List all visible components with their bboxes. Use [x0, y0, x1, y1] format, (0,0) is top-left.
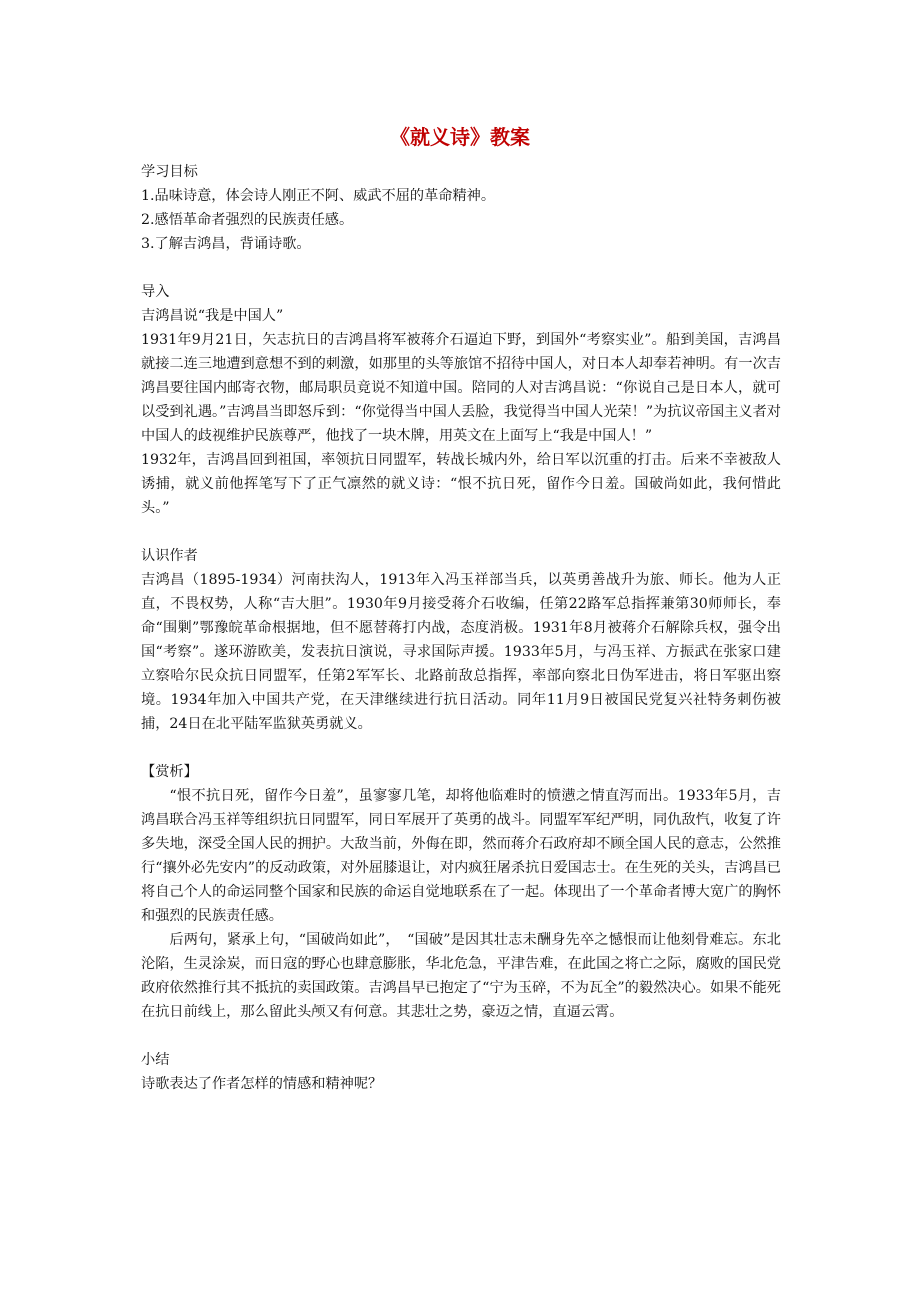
objective-item-3: 3.了解吉鸿昌，背诵诗歌。: [141, 236, 311, 252]
summary-section: [141, 1048, 781, 1096]
intro-subheading: 吉鸿昌说“我是中国人”: [141, 308, 284, 324]
document-title: 《就义诗》教案: [390, 125, 530, 149]
spacer: [141, 520, 781, 544]
spacer: [141, 1024, 781, 1048]
document-body: [141, 160, 781, 1096]
intro-section: [141, 280, 781, 520]
spacer: [141, 736, 781, 760]
intro-paragraph-2: 1932年，吉鸿昌回到祖国，率领抗日同盟军，转战长城内外，给日军以沉重的打击。后来不幸被敌人诱捕，就义前他挥笔写下了正气凛然的就义诗：“恨不抗日死，留作今日羞。国破尚如此，我何惜此头。”: [141, 452, 781, 516]
summary-heading: 小结: [141, 1052, 170, 1068]
spacer: [141, 256, 781, 280]
summary-question: 诗歌表达了作者怎样的情感和精神呢？: [141, 1076, 383, 1092]
author-section: [141, 544, 781, 736]
objectives-heading: 学习目标: [141, 164, 198, 180]
appreciation-paragraph-1: “恨不抗日死，留作今日羞”，虽寥寥几笔，却将他临难时的愤懑之情直泻而出。1933年5月，吉鸿昌联合冯玉祥等组织抗日同盟军，同日军展开了英勇的战斗。同盟军军纪严明，同仇敌忾，收复了许多失地，深受全国人民的拥护。大敌当前，外侮在即，然而蒋介石政府却不顾全国人民的意志，公然推行“攘外必先安内”的反动政策，对外屈膝退让，对内疯狂屠杀抗日爱国志士。在生死的关头，吉鸿昌已将自己个人的命运同整个国家和民族的命运自觉地联系在了一起。体现出了一个革命者博大宽广的胸怀和强烈的民族责任感。: [141, 788, 781, 924]
appreciation-section: [141, 760, 781, 1024]
objective-item-2: 2.感悟革命者强烈的民族责任感。: [141, 212, 354, 228]
intro-heading: 导入: [141, 284, 170, 300]
objective-item-1: 1.品味诗意，体会诗人刚正不阿、威武不屈的革命精神。: [141, 188, 496, 204]
intro-paragraph-1: 1931年9月21日，矢志抗日的吉鸿昌将军被蒋介石逼迫下野，到国外“考察实业”。船到美国，吉鸿昌就接二连三地遭到意想不到的刺激，如那里的头等旅馆不招待中国人，对日本人却奉若神明。有一次吉鸿昌要往国内邮寄衣物，邮局职员竟说不知道中国。陪同的人对吉鸿昌说：“你说自己是日本人，就可以受到礼遇。”吉鸿昌当即怒斥到：“你觉得当中国人丢脸，我觉得当中国人光荣！”为抗议帝国主义者对中国人的歧视维护民族尊严，他找了一块木牌，用英文在上面写上“我是中国人！”: [141, 332, 781, 444]
appreciation-heading: 【赏析】: [141, 764, 198, 780]
author-heading: 认识作者: [141, 548, 198, 564]
author-paragraph: 吉鸿昌（1895-1934）河南扶沟人，1913年入冯玉祥部当兵，以英勇善战升为旅、师长。他为人正直，不畏权势，人称“吉大胆”。1930年9月接受蒋介石收编，任第22路军总指挥兼第30师师长，奉命“围剿”鄂豫皖革命根据地，但不愿替蒋打内战，态度消极。1931年8月被蒋介石解除兵权，强令出国“考察”。遂环游欧美，发表抗日演说，寻求国际声援。1933年5月，与冯玉祥、方振武在张家口建立察哈尔民众抗日同盟军，任第2军军长、北路前敌总指挥，率部向察北日伪军进击，将日军驱出察境。1934年加入中国共产党，在天津继续进行抗日活动。同年11月9日被国民党复兴社特务刺伤被捕，24日在北平陆军监狱英勇就义。: [141, 572, 781, 732]
appreciation-paragraph-2: 后两句，紧承上句，“国破尚如此”， “国破”是因其壮志未酬身先卒之憾恨而让他刻骨难忘。东北沦陷，生灵涂炭，而日寇的野心也肆意膨胀，华北危急，平津告难，在此国之将亡之际，腐败的国民党政府依然推行其不抵抗的卖国政策。吉鸿昌早已抱定了“宁为玉碎，不为瓦全”的毅然决心。如果不能死在抗日前线上，那么留此头颅又有何意。其悲壮之势，豪迈之情，直逼云霄。: [141, 932, 781, 1020]
objectives-section: [141, 160, 781, 256]
